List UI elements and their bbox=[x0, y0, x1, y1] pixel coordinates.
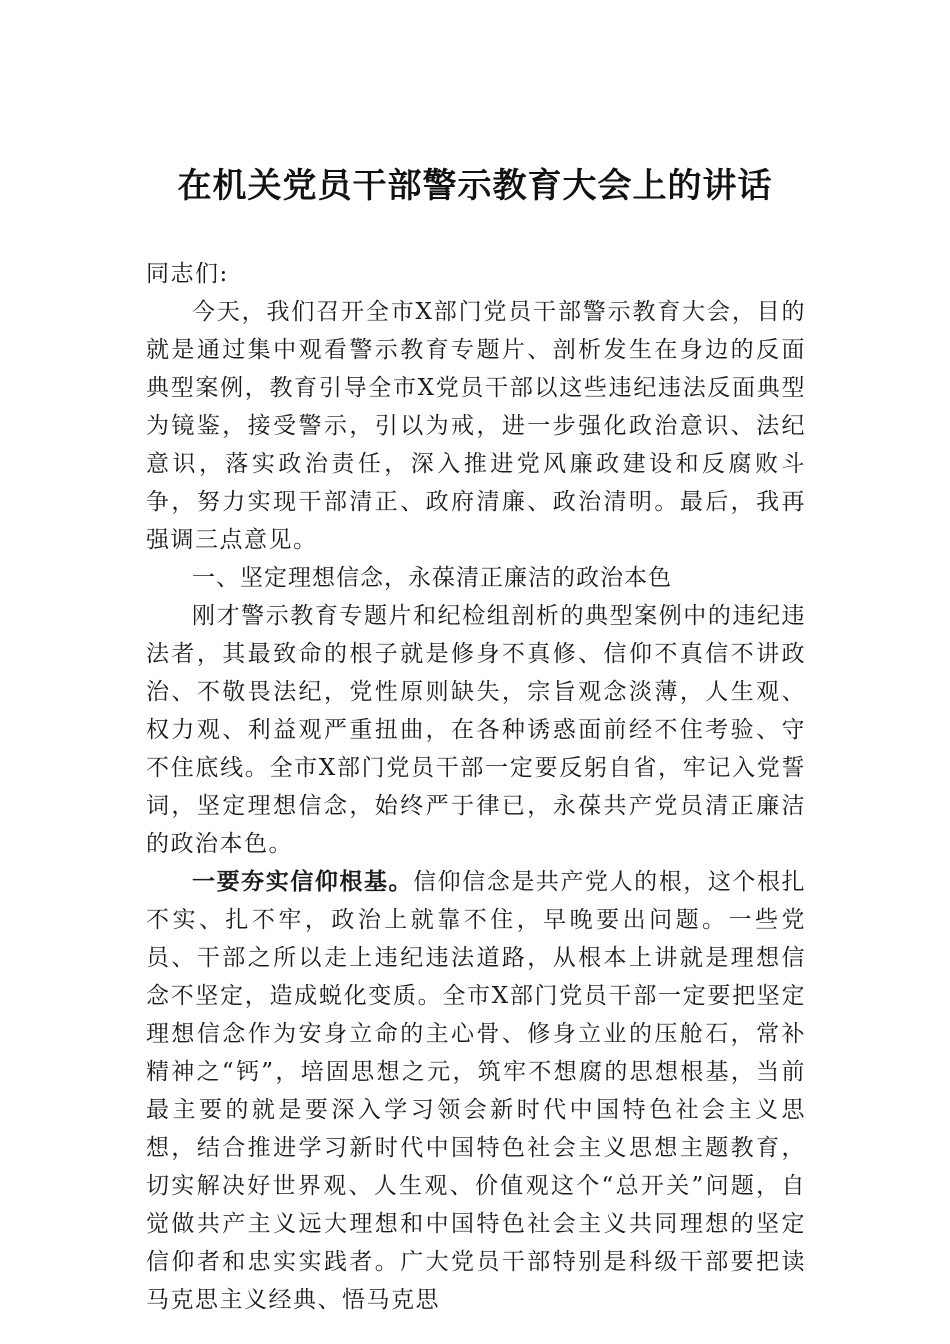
point-paragraph bbox=[146, 863, 806, 1319]
point-lead: 一要夯实信仰根基。 bbox=[192, 868, 414, 895]
document-title: 在机关党员干部警示教育大会上的讲话 bbox=[177, 166, 773, 206]
point-text: 信仰信念是共产党人的根，这个根扎不实、扎不牢，政治上就靠不住，早晚要出问题。一些党员、干部之所以走上违纪违法道路，从根本上讲就是理想信念不坚定，造成蜕化变质。全市X部门党员干部一定要把坚定理想信念作为安身立命的主心骨、修身立业的压舱石，常补精神之“钙”，培固思想之元，筑牢不想腐的思想根基，当前最主要的就是要深入学习领会新时代中国特色社会主义思想，结合推进学习新时代中国特色社会主义思想主题教育，切实解决好世界观、人生观、价值观这个“总开关”问题，自觉做共产主义远大理想和中国特色社会主义共同理想的坚定信仰者和忠实实践者。广大党员干部特别是科级干部要把读马克思主义经典、悟马克思 bbox=[146, 869, 806, 1313]
section-heading: 一、坚定理想信念，永葆清正廉洁的政治本色 bbox=[192, 565, 672, 591]
intro-paragraph: 今天，我们召开全市X部门党员干部警示教育大会，目的就是通过集中观看警示教育专题片、剖析发生在身边的反面典型案例，教育引导全市X党员干部以这些违纪违法反面典型为镜鉴，接受警示，引以为戒，进一步强化政治意识、法纪意识，落实政治责任，深入推进党风廉政建设和反腐败斗争，努力实现干部清正、政府清廉、政治清明。最后，我再强调三点意见。 bbox=[146, 299, 806, 553]
salutation: 同志们: bbox=[146, 261, 229, 287]
document-body bbox=[146, 255, 806, 1319]
section-paragraph: 刚才警示教育专题片和纪检组剖析的典型案例中的违纪违法者，其最致命的根子就是修身不真修、信仰不真信不讲政治、不敬畏法纪，党性原则缺失，宗旨观念淡薄，人生观、权力观、利益观严重扭曲，在各种诱惑面前经不住考验、守不住底线。全市X部门党员干部一定要反躬自省，牢记入党誓词，坚定理想信念，始终严于律已，永葆共产党员清正廉洁的政治本色。 bbox=[146, 603, 806, 857]
